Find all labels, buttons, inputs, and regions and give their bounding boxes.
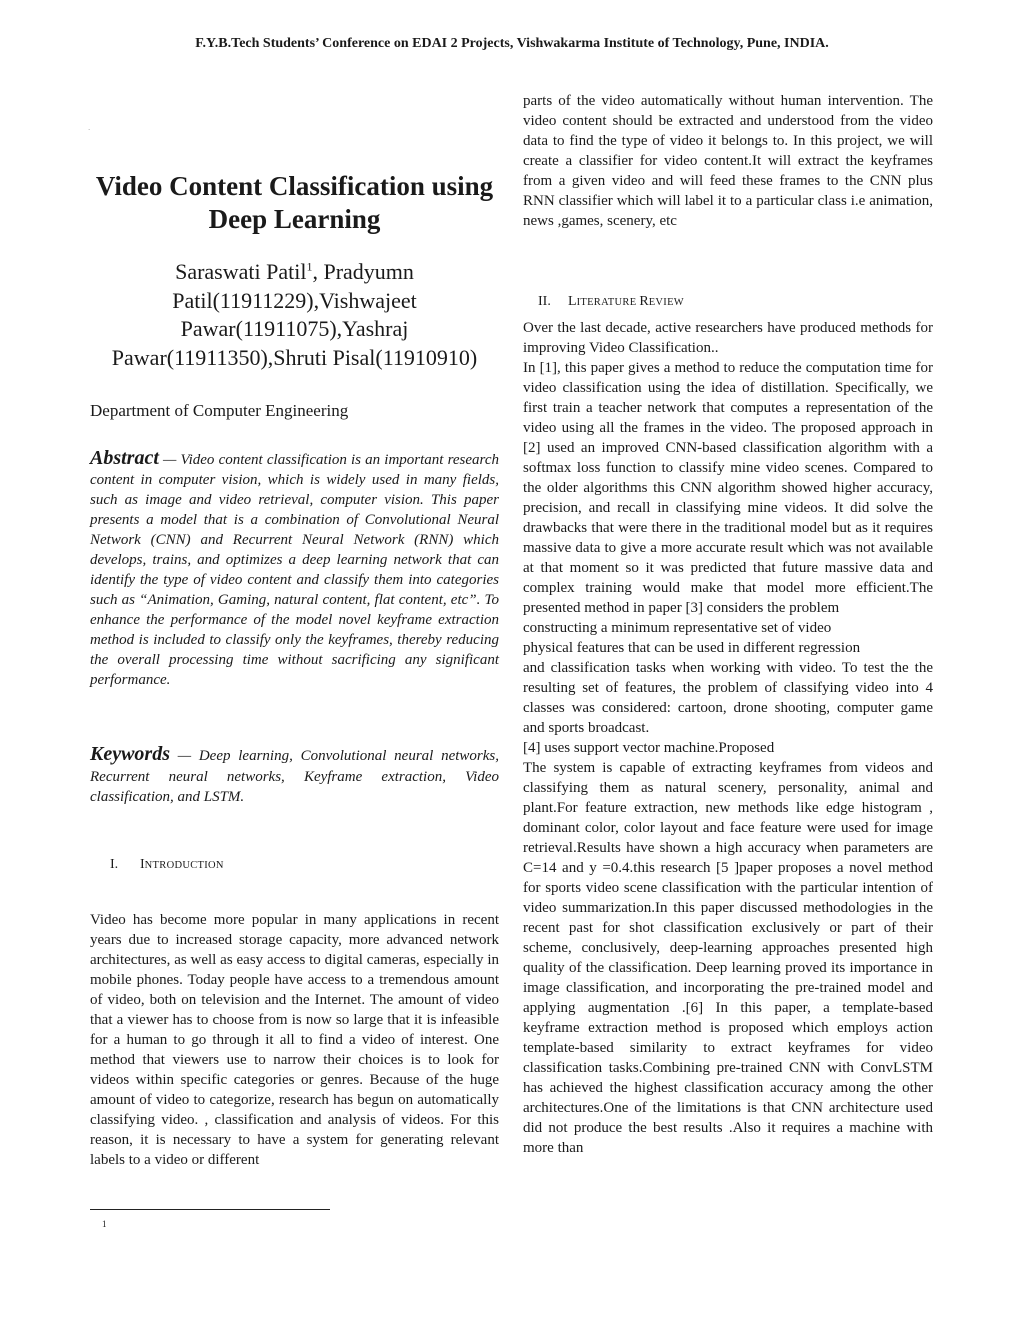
keywords-label: Keywords — [90, 743, 170, 765]
footnote-divider — [90, 1209, 330, 1210]
keywords-dash: — — [170, 748, 199, 764]
paragraph: In [1], this paper gives a method to reduce the computation time for video classification using the idea of distillation. Specifically, we first train a teacher network that computes a representation of the video using all the frames in the video. The proposed approach in [2] used an improved CNN-based classification algorithm with a softmax loss function to classify mine video scenes. Compared to the older algorithms this CNN algorithm showed higher accuracy, precision, and recall in classifying mine videos. It did solve the drawbacks that were there in the traditional model but as it requires massive data to give a more accurate result which was not available at that moment so it was predicted that future massive data and complex training would make that model more efficient.The presented method in paper [3] considers the problem — [523, 360, 933, 616]
introduction-text: Video has become more popular in many applications in recent years due to increased storage capacity, more advanced network architectures, as well as easy access to digital cameras, especially in mobile phones. Today people have access to a tremendous amount of video, both on television and the Internet. The amount of video that a viewer has to choose from is now so large that it is infeasible for a human to go through it all to find a video of interest. One method that viewers use to narrow their choices is to look for videos within specific categories or genres. Because of the huge amount of video to categorize, research has begun on automatically classifying video. , classification and analysis of videos. For this reason, it is necessary to have a system for generating relevant labels to a video or different — [90, 912, 499, 1168]
section-heading-literature-review: II. LITERATURE REVIEW — [538, 294, 685, 309]
department: Department of Computer Engineering — [90, 401, 349, 420]
paragraph: and classification tasks when working with video. To test the the resulting set of features, the problem of classifying video into 4 classes was considered: cartoon, drone shooting, computer game and sports broadcast. — [523, 660, 933, 736]
abstract-label: Abstract — [90, 447, 159, 469]
literature-review-text — [523, 318, 933, 1158]
author-footnote-ref: 1 — [306, 259, 313, 274]
other-authors: , Pradyumn Patil(11911229),Vishwajeet Pawar(11911075),Yashraj Pawar(11911350),Shruti Pisal(11910910) — [111, 259, 478, 370]
paragraph: The system is capable of extracting keyframes from videos and classifying them as natural scenery, personality, animal and plant.For feature extraction, new methods like edge histogram , dominant color, color layout and face feature were used for image retrieval.Results have shown a high accuracy when parameters are C=14 and y =0.4.this research [5 ]paper proposes a novel method for sports video scene classification with the particular intention of video summarization.In this paper discussed methodologies in the recent past for shot classification exclusively or part of their scheme, conclusively, deep-learning approaches presented high quality of the classification. Deep learning proved its importance in image classification, and incorporating the pre-trained model and applying augmentation .[6] In this paper, a template-based keyframe extraction method is proposed which employs action template-based similarity to extract keyframes for video classification tasks.Combining pre-trained CNN with ConvLSTM has achieved the highest classification accuracy among the other architectures.One of the limitations is that CNN architecture used did not produce the best results .Also it requires a machine with more than — [523, 760, 933, 1156]
paragraph: [4] uses support vector machine.Proposed — [523, 740, 775, 756]
stray-mark: ` — [88, 128, 91, 136]
author-list — [90, 258, 499, 372]
section-heading-introduction: I. INTRODUCTION — [110, 857, 224, 872]
section-number: II. — [538, 294, 551, 309]
paragraph: constructing a minimum representative set of video — [523, 620, 832, 636]
section-number: I. — [110, 857, 119, 872]
paper-title: Video Content Classification using Deep Learning — [95, 171, 494, 234]
keywords — [90, 744, 499, 808]
paragraph: physical features that can be used in different regression — [523, 640, 861, 656]
introduction-continued-text: parts of the video automatically without human intervention. The video content should be extracted and understood from the video data to find the type of video it belongs to. In this project, we will create a classifier for video content.It will extract the keyframes from a given video and will feed these frames to the CNN plus RNN classifier which will label it to a particular class i.e animation, news ,games, scenery, etc — [523, 93, 933, 229]
abstract — [90, 448, 499, 690]
abstract-text: Video content classification is an important research content in computer vision, which is widely used in many fields, such as image and video retrieval, computer vision. This paper presents a model that is a combination of Convolutional Neural Network (CNN) and Recurrent Neural Network (RNN) which develops, trains, and optimizes a deep learning network that can identify the type of video content and classify them into categories such as “Animation, Gaming, natural content, flat content, etc”. To enhance the performance of the model novel keyframe extraction method is included to classify only the keyframes, thereby reducing the overall processing time without sacrificing any significant performance. — [90, 452, 499, 688]
footnote-marker: 1 — [102, 1219, 107, 1229]
keywords-text: Deep learning, Convolutional neural networks, Recurrent neural networks, Keyframe extraction, Video classification, and LSTM. — [90, 748, 499, 805]
first-author: Saraswati Patil — [175, 259, 307, 284]
abstract-dash: — — [158, 452, 181, 468]
conference-header: F.Y.B.Tech Students’ Conference on EDAI 2 Projects, Vishwakarma Institute of Technology, Pune, INDIA. — [195, 36, 829, 51]
paragraph: Over the last decade, active researchers have produced methods for improving Video Classification.. — [523, 320, 933, 356]
